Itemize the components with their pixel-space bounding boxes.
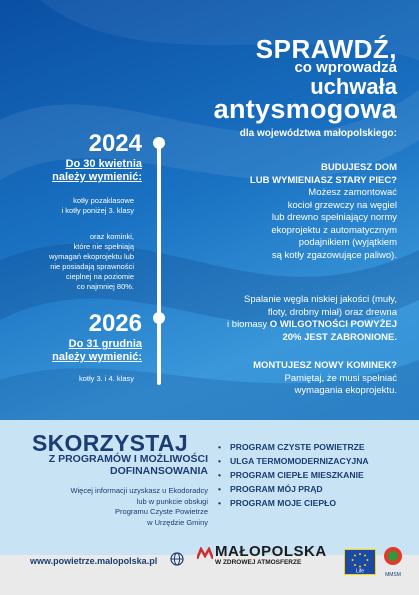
info-coal-ban (167, 294, 397, 344)
headline-line-4: antysmogowa (213, 94, 397, 124)
headline (214, 36, 397, 139)
timeline-dot-2026 (153, 312, 165, 324)
funding-title: SKORZYSTAJ (32, 430, 188, 456)
info-new-house-heading-2: LUB WYMIENIASZ STARY PIEC? (249, 174, 397, 186)
eco-logo-text: MMSM (385, 572, 401, 578)
globe-icon (170, 552, 184, 566)
more-info (22, 486, 208, 528)
deadline-2026-line1: Do 31 grudnia (68, 338, 142, 350)
year-2024: 2024 (88, 130, 142, 157)
info-fireplace-heading: MONTUJESZ NOWY KOMINEK? (253, 360, 397, 371)
info-coal-ban-line4: 20% JEST ZABRONIONE. (282, 331, 397, 343)
note-2024-fireplaces-line2: które nie spełniają (73, 242, 134, 251)
info-new-house-line2: kocioł grzewczy na węgiel (287, 199, 397, 211)
info-new-house (187, 162, 397, 262)
more-info-line4: w Urzędzie Gminy (147, 517, 208, 527)
deadline-2026-line2: należy wymienić: (52, 351, 142, 363)
more-info-line2: lub w punkcie obsługi (136, 496, 208, 506)
headline-line-3: uchwała (310, 74, 397, 99)
note-2024-fireplaces-line6: co najmniej 80%. (76, 282, 134, 291)
note-2024-fireplaces-line5: cieplnej na poziomie (66, 272, 134, 281)
note-2024-boilers (40, 196, 134, 216)
program-item: • PROGRAM MOJE CIEPŁO (218, 496, 369, 510)
program-item: • PROGRAM CIEPŁE MIESZKANIE (218, 468, 369, 482)
headline-line-2: co wprowadza (294, 59, 397, 76)
year-2026: 2026 (88, 310, 142, 337)
info-new-house-line1: Możesz zamontować (308, 187, 397, 198)
funding-subtitle-line2: DOFINANSOWANIA (110, 465, 208, 477)
more-info-line3: Programu Czyste Powietrze (115, 507, 208, 516)
website-link[interactable]: www.powietrze.malopolska.pl (30, 556, 158, 566)
note-2026-boilers-line1: kotły 3. i 4. klasy (78, 374, 134, 383)
program-item: • PROGRAM MÓJ PRĄD (218, 482, 369, 496)
note-2024-boilers-line2: i kotły poniżej 3. klasy (61, 206, 134, 215)
timeline-dot-2024 (153, 137, 165, 149)
year-2024-block (52, 130, 142, 184)
info-new-house-line4: ekoprojektu z automatycznym (271, 224, 397, 236)
funding-subtitle-line1: Z PROGRAMÓW I MOŻLIWOŚCI (48, 453, 208, 465)
note-2026-boilers (40, 374, 134, 384)
timeline-line (157, 145, 161, 385)
program-item: • ULGA TERMOMODERNIZACYJNA (218, 454, 369, 468)
note-2024-fireplaces (40, 232, 134, 292)
note-2024-fireplaces-line3: wymagań ekoprojektu lub (48, 252, 134, 261)
malopolska-logo-tagline: W ZDROWEJ ATMOSFERZE (215, 559, 302, 566)
malopolska-logo-name: MAŁOPOLSKA (215, 543, 327, 560)
info-coal-ban-line1: Spalanie węgla niskiej jakości (muły, (244, 294, 397, 305)
headline-line-1: SPRAWDŹ, (255, 34, 397, 64)
note-2024-boilers-line1: kotły pozaklasowe (73, 196, 134, 205)
deadline-2024-line1: Do 30 kwietnia (65, 158, 142, 170)
info-new-house-line5: podajnikiem (wyjątkiem (298, 237, 397, 248)
eco-logo-icon (381, 545, 405, 579)
info-new-house-heading-1: BUDUJESZ DOM (320, 162, 397, 173)
note-2024-fireplaces-line4: nie posiadają sprawności (50, 262, 134, 271)
note-2024-fireplaces-line1: oraz kominki, (89, 232, 134, 241)
funding-subtitle (30, 453, 208, 477)
program-list (218, 440, 369, 510)
info-coal-ban-line3a: i biomasy (227, 319, 270, 330)
malopolska-logo (215, 543, 327, 566)
eu-life-logo (344, 549, 376, 575)
info-coal-ban-line3b: O WILGOTNOŚCI POWYŻEJ (269, 319, 397, 330)
program-item: • PROGRAM CZYSTE POWIETRZE (218, 440, 369, 454)
info-new-house-line6: są kotły zgazowujące paliwo). (271, 249, 397, 261)
info-fireplace (187, 360, 397, 398)
eu-stars-icon (345, 550, 375, 574)
more-info-line1: Więcej informacji uzyskasz u Ekodoradcy (70, 486, 208, 495)
deadline-2024-line2: należy wymienić: (52, 171, 142, 183)
headline-line-5: dla województwa małopolskiego: (239, 128, 397, 139)
year-2026-block (52, 310, 142, 364)
info-coal-ban-line2: floty, drobny miał) oraz drewna (267, 306, 397, 318)
malopolska-mark-icon (197, 547, 213, 559)
info-fireplace-line2: wymagania ekoprojektu. (294, 385, 397, 396)
eu-life-text: Life (355, 568, 365, 574)
info-new-house-line3: lub drewno spełniający normy (271, 212, 397, 223)
info-fireplace-line1: Pamiętaj, że musi spełniać (284, 372, 397, 384)
